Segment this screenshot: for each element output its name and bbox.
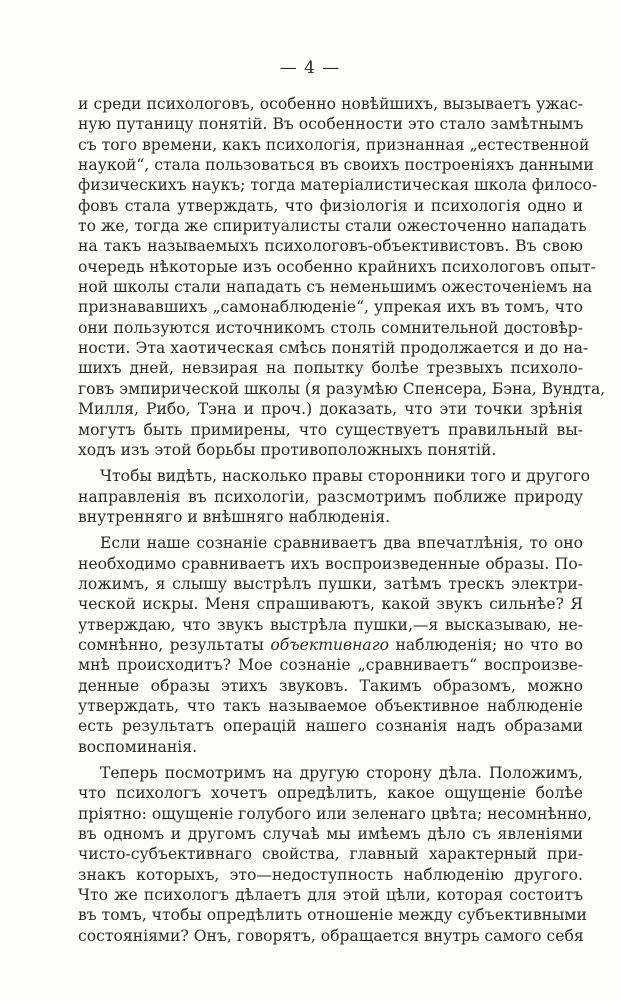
text-line: ности. Эта хаотическая смѣсь понятій продолжается и до на- [78,339,589,358]
text-line: фовъ стала утверждать, что физіологія и психологія одно и [78,196,583,215]
text-line: и среди психологовъ, особенно новѣйшихъ, вызываетъ ужас- [78,95,583,113]
text-line: направленія въ психологіи, разсмотримъ поближе природу [78,487,583,506]
paragraph-1 [78,94,606,460]
paragraph-2 [78,466,591,527]
text-line: очередь нѣкоторые изъ особенно крайнихъ психологовъ опыт- [78,257,596,276]
text-line: Если наше сознаніе сравниваетъ два впечатлѣнія, то оно [100,534,583,553]
text-line: они пользуются источникомъ столь сомнительной достовѣр- [78,318,583,337]
text-line: наукой“, стала пользоваться въ своихъ построеніяхъ данными [78,156,594,175]
text-line: денные образы этихъ звуковъ. Такимъ образомъ, можно [78,676,583,695]
text-line: ходъ изъ этой борьбы противоположныхъ понятій. [78,440,497,459]
text-line: утверждать, что такъ называемое объективное наблюденіе [78,696,583,715]
text-line: въ томъ, чтобы опредѣлить отношеніе между субъективными [78,906,587,925]
text-line: состояніями? Онъ, говорятъ, обращается внутрь самого себя [78,926,584,945]
text-line: въ одномъ и другомъ случаѣ мы имѣемъ дѣло съ явленіями [78,825,583,844]
text-line: что психологъ хочетъ опредѣлить, какое ощущеніе болѣе [78,784,583,803]
paragraph-3 [78,533,583,757]
page-body [78,94,606,952]
text-line: признававшихъ „самонаблюденіе“, упрекая ихъ въ томъ, что [78,298,583,317]
text-line: есть результатъ операцій нашего сознанія надъ образами [78,717,583,736]
text-line: ной школы стали нападать съ неменьшимъ ожесточеніемъ на [78,278,593,297]
text-line: Милля, Рибо, Тэна и проч.) доказать, что эти точки зрѣнія [78,400,583,419]
text-segment: наблюденія; но что во [395,635,583,654]
page-number: — 4 — [279,58,341,78]
text-line: съ того времени, какъ психологія, признанная „естественной [78,135,590,154]
text-line: необходимо сравниваетъ ихъ воспроизведенные образы. По- [78,554,583,573]
text-line: на такъ называемыхъ психологовъ-объективистовъ. Въ свою [78,237,583,256]
paragraph-4 [78,763,592,946]
text-line: воспоминанія. [78,737,198,756]
text-line: ческой искры. Меня спрашиваютъ, какой звукъ сильнѣе? Я [78,595,583,614]
text-line: то же, тогда же спиритуалисты стали ожесточенно нападать [78,217,587,236]
text-line: пріятно: ощущеніе голубого или зеленаго цвѣта; несомнѣнно, [78,804,592,823]
text-line: внутренняго и внѣшняго наблюденія. [78,507,391,526]
text-line: говъ эмпирической школы (я разумѣю Спенсера, Бэна, Вундта, [78,379,606,398]
text-line: физическихъ наукъ; тогда матеріалистическая школа филосо- [78,176,598,195]
text-line: ложимъ, я слышу выстрѣлъ пушки, затѣмъ трескъ электри- [78,574,583,593]
text-line: могутъ быть примирены, что существуетъ правильный вы- [78,420,583,439]
text-line: знакъ которыхъ, это—недоступность наблюденію другого. [78,865,583,884]
text-line: чисто-субъективнаго свойства, главный характерный при- [78,845,583,864]
text-line: Теперь посмотримъ на другую сторону дѣла. Положимъ, [100,764,583,782]
text-line: утверждаю, что звукъ выстрѣла пушки,—я высказываю, не- [78,615,583,634]
text-line: ную путаницу понятій. Въ особенности это стало замѣтнымъ [78,115,584,134]
text-line: мнѣ происходитъ? Мое сознаніе „сравниваетъ“ воспроизве- [78,656,583,675]
text-line: Чтобы видѣть, насколько правы сторонники того и другого [100,467,591,486]
text-segment: сомнѣнно, результаты [78,635,264,654]
text-line: Что же психологъ дѣлаетъ для этой цѣли, которая состоитъ [78,886,583,905]
text-line-with-emphasis [78,635,583,655]
emphasized-word: объективнаго [270,635,389,654]
text-line: шихъ дней, невзирая на попытку болѣе трезвыхъ психоло- [78,359,583,378]
